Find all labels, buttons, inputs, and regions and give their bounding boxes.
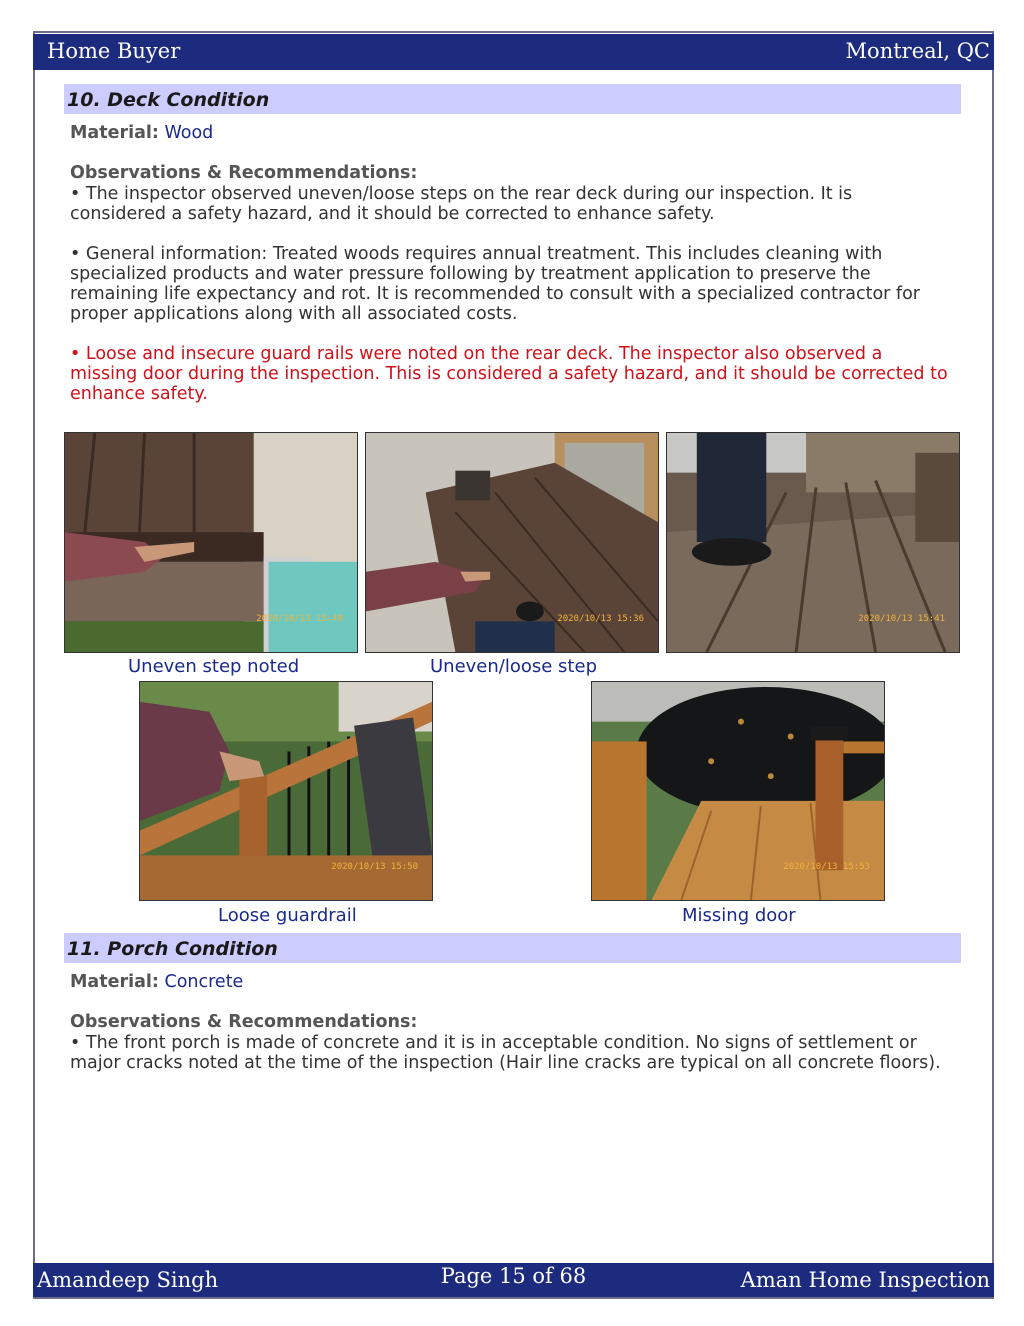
safety-warning-paragraph: • Loose and insecure guard rails were noted on the rear deck. The inspector also observed a missing door during the inspection. This is considered a safety hazard, and it should be corrected to enhance safety. <box>70 344 948 404</box>
photo-caption: Uneven/loose step <box>430 656 597 677</box>
section-title-deck: 10. Deck Condition <box>64 84 961 114</box>
observations-heading: Observations & Recommendations: <box>70 1012 418 1032</box>
observation-paragraph: • General information: Treated woods requires annual treatment. This includes cleaning with specialized products and water pressure following by treatment application to preserve the remaining life expectancy and rot. It is recommended to consult with a specialized contractor for proper applications along with all associated costs. <box>70 244 920 324</box>
photo-loose-guardrail <box>139 681 433 901</box>
deck-material <box>70 123 950 143</box>
photo-timestamp: 2020/10/13 15:41 <box>858 614 945 624</box>
photo-caption: Loose guardrail <box>218 905 357 926</box>
photo-loose-step <box>365 432 659 653</box>
photo-timestamp: 2020/10/13 15:40 <box>256 614 343 624</box>
page-header <box>33 34 994 70</box>
observations-heading: Observations & Recommendations: <box>70 163 418 183</box>
material-label: Material: <box>70 123 159 143</box>
header-location: Montreal, QC <box>845 39 990 63</box>
material-value: Wood <box>164 123 214 143</box>
page-footer <box>33 1263 994 1297</box>
footer-inspector-name: Amandeep Singh <box>37 1268 219 1292</box>
footer-company-name: Aman Home Inspection <box>740 1268 990 1292</box>
material-label: Material: <box>70 972 159 992</box>
photo-missing-door <box>591 681 885 901</box>
material-value: Concrete <box>164 972 244 992</box>
photo-timestamp: 2020/10/13 15:53 <box>783 862 870 872</box>
photo-timestamp: 2020/10/13 15:36 <box>557 614 644 624</box>
page-number: Page 15 of 68 <box>440 1264 587 1288</box>
photo-timestamp: 2020/10/13 15:50 <box>331 862 418 872</box>
photo-caption: Missing door <box>682 905 796 926</box>
porch-material <box>70 972 950 992</box>
observation-paragraph: • The front porch is made of concrete and it is in acceptable condition. No signs of settlement or major cracks noted at the time of the inspection (Hair line cracks are typical on all concrete floors). <box>70 1033 941 1073</box>
photo-uneven-step <box>64 432 358 653</box>
section-title-porch: 11. Porch Condition <box>64 933 961 963</box>
photo-deck-boards <box>666 432 960 653</box>
header-client-type: Home Buyer <box>47 39 181 63</box>
photo-caption: Uneven step noted <box>128 656 300 677</box>
observation-paragraph: • The inspector observed uneven/loose steps on the rear deck during our inspection. It is considered a safety hazard, and it should be corrected to enhance safety. <box>70 184 853 224</box>
